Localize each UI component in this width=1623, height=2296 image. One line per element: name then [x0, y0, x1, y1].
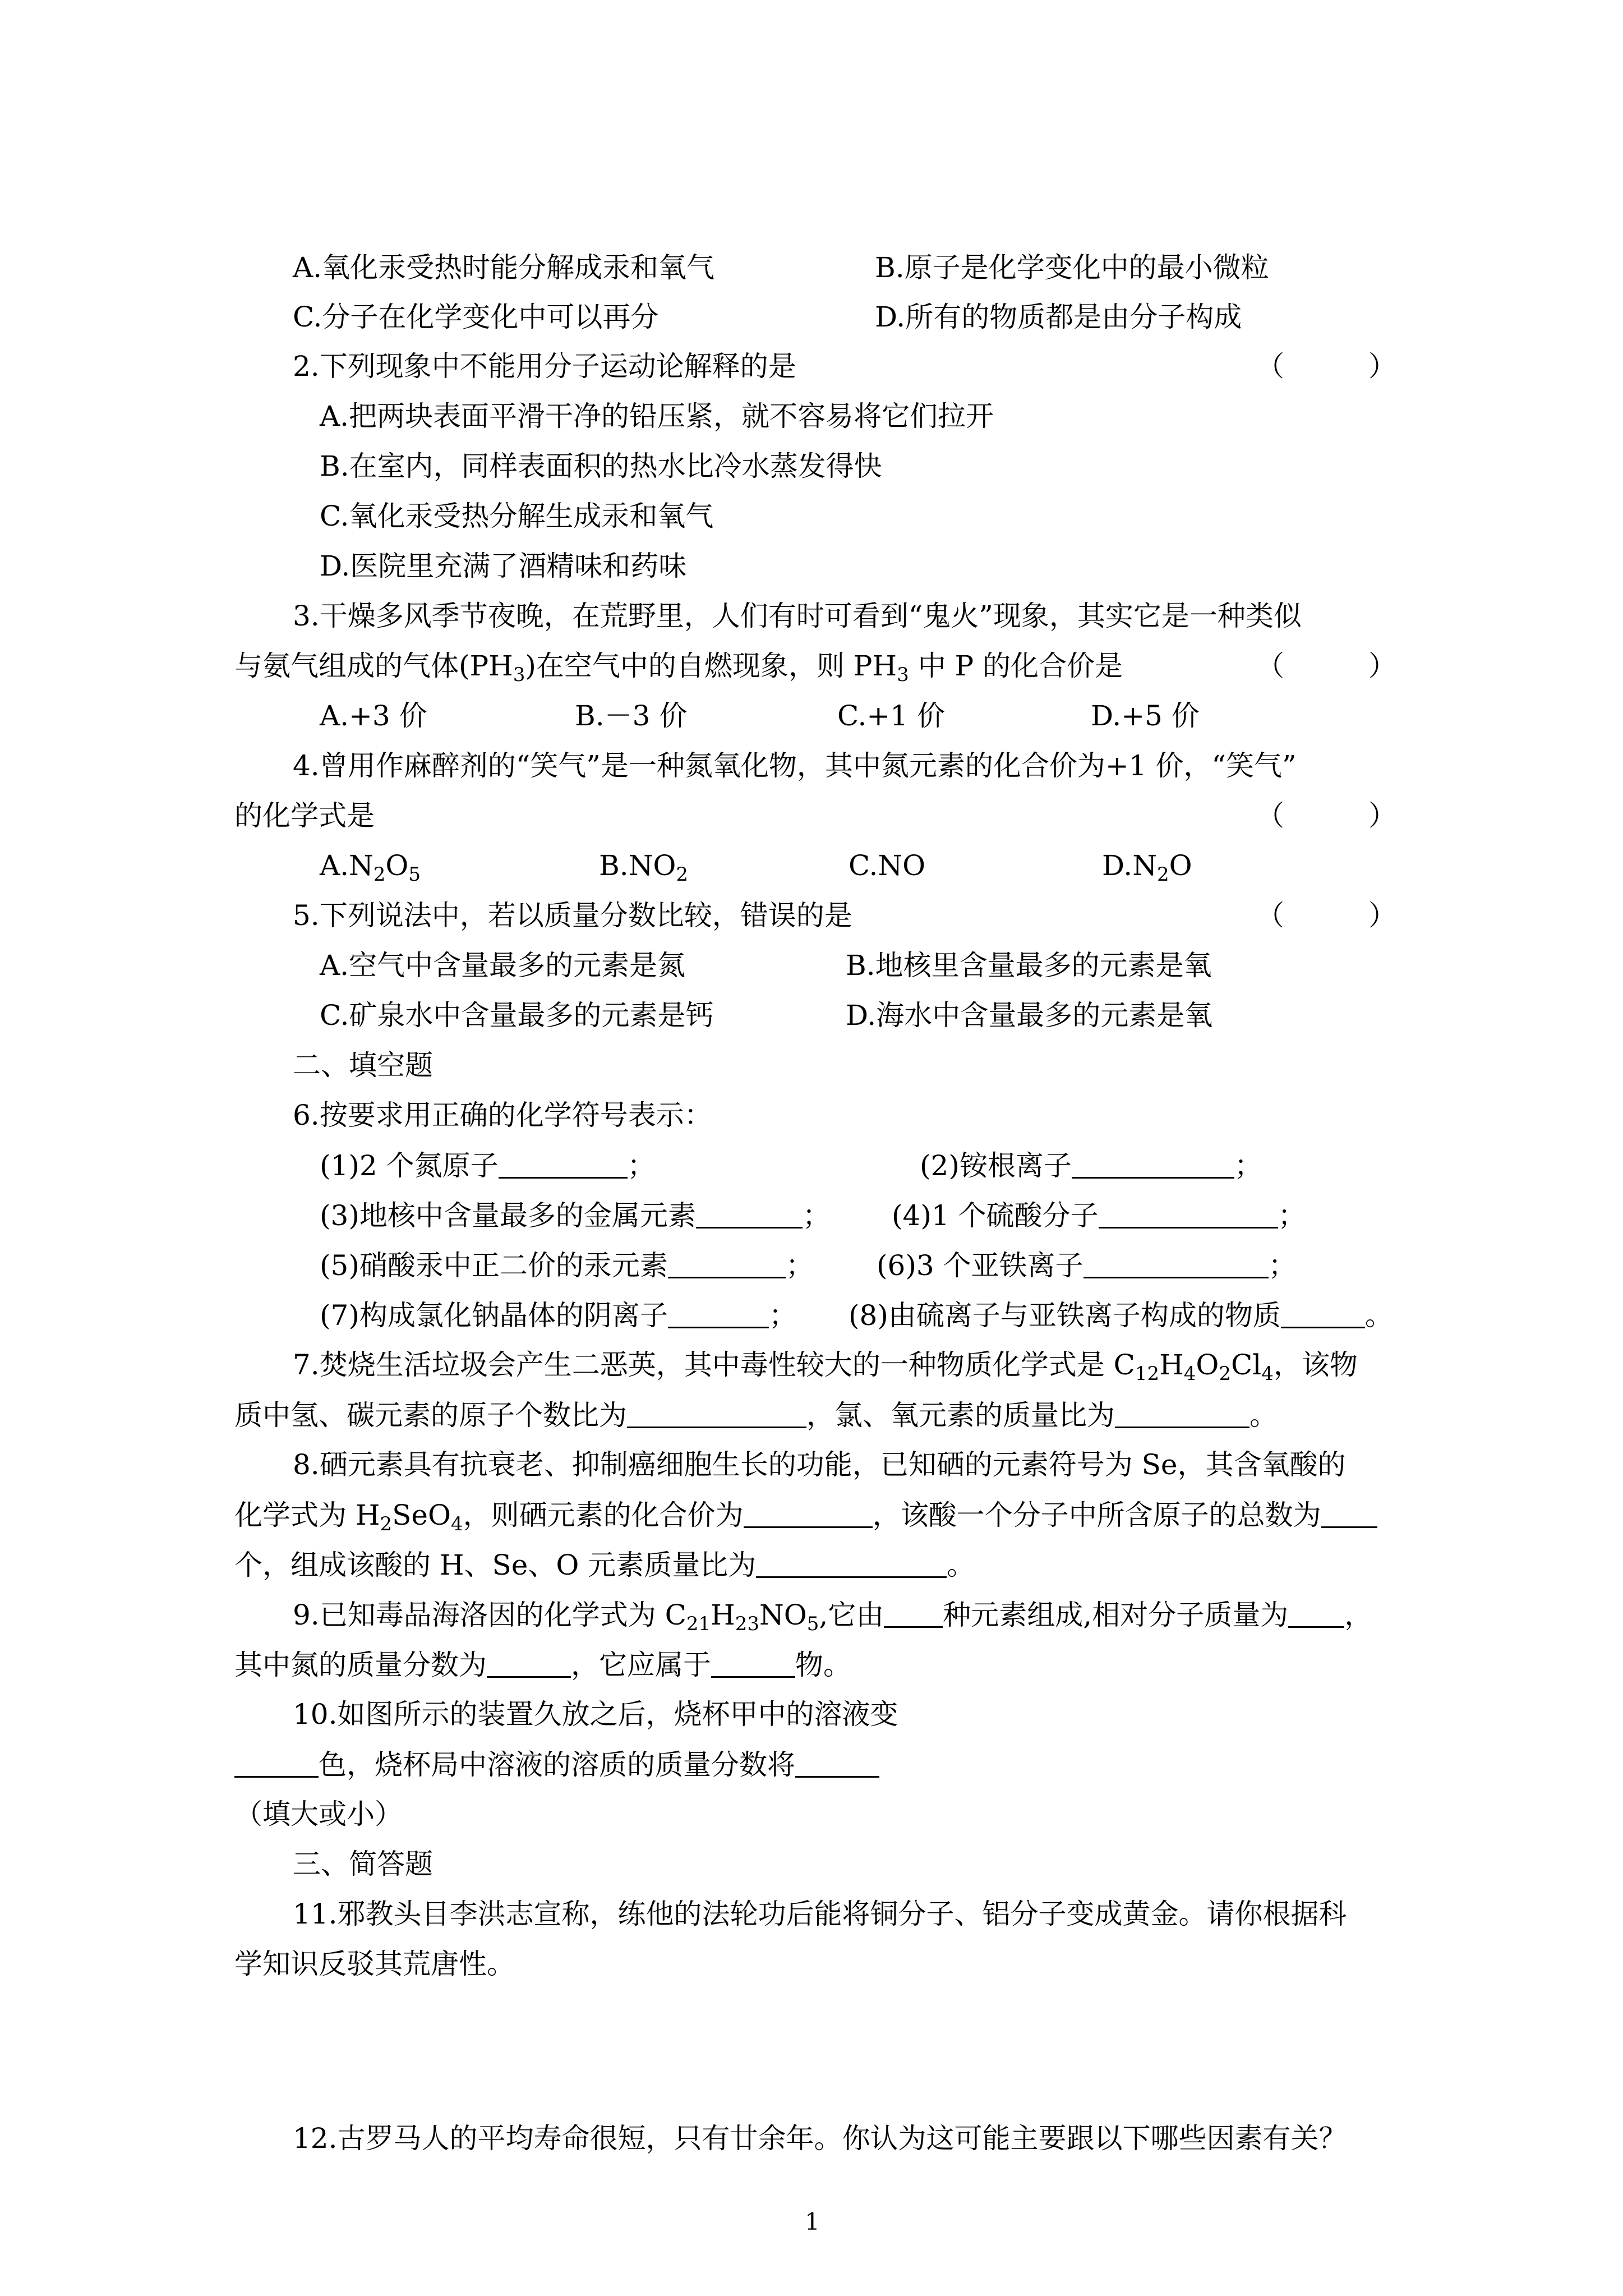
q3-option-d: D.+5 价	[1091, 700, 1200, 732]
q6-part-7: (7)构成氯化钠晶体的阴离子 ；	[320, 1299, 797, 1332]
q10-line-1: 10.如图所示的装置久放之后，烧杯甲中的溶液变	[293, 1698, 898, 1731]
answer-blank[interactable]	[234, 1750, 319, 1778]
q3-option-c: C.+1 价	[837, 700, 945, 732]
q3-option-b: B.－3 价	[575, 700, 688, 732]
q1-option-c: C.分子在化学变化中可以再分	[293, 301, 659, 333]
answer-blank[interactable]	[1099, 1201, 1278, 1228]
answer-blank[interactable]	[756, 1550, 947, 1578]
q2-stem: 2.下列现象中不能用分子运动论解释的是	[293, 350, 796, 383]
answer-blank[interactable]	[1281, 1301, 1365, 1328]
q5-stem: 5.下列说法中，若以质量分数比较，错误的是	[293, 899, 852, 932]
q1-option-b: B.原子是化学变化中的最小微粒	[875, 251, 1269, 284]
q6-part-2: (2)铵根离子 ；	[920, 1149, 1262, 1182]
q5-option-a: A.空气中含量最多的元素是氮	[320, 949, 686, 982]
q6-part-5: (5)硝酸汞中正二价的汞元素 ；	[320, 1249, 814, 1282]
q4-answer-paren: （ ）	[1256, 799, 1396, 832]
q11-line-2: 学知识反驳其荒唐性。	[234, 1948, 515, 1980]
q8-line-1: 8.硒元素具有抗衰老、抑制癌细胞生长的功能，已知硒的元素符号为 Se，其含氧酸的	[293, 1448, 1346, 1481]
q9-line-2: 其中氮的质量分数为 ，它应属于 物。	[234, 1649, 851, 1681]
answer-blank[interactable]	[696, 1201, 803, 1228]
answer-blank[interactable]	[627, 1401, 806, 1428]
answer-blank[interactable]	[1288, 1600, 1344, 1628]
answer-blank[interactable]	[1321, 1501, 1377, 1528]
q8-line-3: 个，组成该酸的 H、Se、O 元素质量比为 。	[234, 1549, 975, 1581]
q6-part-3: (3)地核中含量最多的金属元素 ；	[320, 1199, 831, 1232]
q1-option-a: A.氧化汞受热时能分解成汞和氧气	[293, 251, 715, 284]
answer-blank[interactable]	[1115, 1401, 1249, 1428]
q4-line-1: 4.曾用作麻醉剂的“笑气”是一种氮氧化物，其中氮元素的化合价为+1 价，“笑气”	[293, 749, 1297, 782]
section-heading-fill-in: 二、填空题	[293, 1049, 433, 1082]
q5-option-c: C.矿泉水中含量最多的元素是钙	[320, 999, 714, 1032]
q7-line-1: 7.焚烧生活垃圾会产生二恶英，其中毒性较大的一种物质化学式是 $C_{12}H_4O_2Cl_4$，该物	[293, 1349, 1358, 1385]
q3-line-1: 3.干燥多风季节夜晚，在荒野里，人们有时可看到“鬼火”现象，其实它是一种类似	[293, 600, 1302, 632]
answer-blank[interactable]	[1083, 1251, 1269, 1278]
q6-part-8: (8)由硫离子与亚铁离子构成的物质 。	[849, 1299, 1393, 1332]
q4-option-b: $B.NO_2$	[599, 849, 689, 886]
answer-blank[interactable]	[884, 1600, 943, 1628]
q1-option-d: D.所有的物质都是由分子构成	[875, 301, 1242, 333]
q5-answer-paren: （ ）	[1256, 899, 1396, 932]
q3-answer-paren: （ ）	[1256, 650, 1396, 682]
q6-part-4: (4)1 个硫酸分子 ；	[892, 1199, 1306, 1232]
q2-option-a: A.把两块表面平滑干净的铅压紧，就不容易将它们拉开	[320, 400, 994, 432]
q3-option-a: A.+3 价	[320, 700, 427, 732]
q8-line-2: 化学式为 $H_2SeO_4$，则硒元素的化合价为 ，该酸一个分子中所含原子的总数为	[234, 1501, 1377, 1529]
q12-line-1: 12.古罗马人的平均寿命很短，只有廿余年。你认为这可能主要跟以下哪些因素有关？	[293, 2122, 1347, 2155]
q2-option-c: C.氧化汞受热分解生成汞和氧气	[320, 500, 714, 532]
q5-option-b: B.地核里含量最多的元素是氧	[846, 949, 1212, 982]
q9-line-1: 9.已知毒品海洛因的化学式为 $C_{21}H_{23}NO_5$,它由 种元素组成,相对分子质量为 ，	[293, 1599, 1373, 1635]
answer-blank[interactable]	[744, 1501, 873, 1528]
answer-blank[interactable]	[487, 1650, 571, 1678]
q10-line-3: （填大或小）	[234, 1798, 403, 1830]
page-number: 1	[805, 2208, 820, 2235]
q2-option-d: D.医院里充满了酒精味和药味	[320, 550, 687, 582]
q4-option-a: $A.N_2O_5$	[320, 849, 421, 886]
q10-line-2: 色，烧杯局中溶液的溶质的质量分数将	[234, 1750, 879, 1779]
q4-option-c: C.NO	[849, 849, 926, 882]
answer-blank[interactable]	[668, 1301, 769, 1328]
answer-blank[interactable]	[499, 1151, 628, 1179]
q7-line-2: 质中氢、碳元素的原子个数比为 ，氯、氧元素的质量比为 。	[234, 1399, 1278, 1432]
q5-option-d: D.海水中含量最多的元素是氧	[846, 999, 1213, 1032]
answer-blank[interactable]	[668, 1251, 786, 1278]
section-heading-short-answer: 三、简答题	[293, 1848, 433, 1880]
q2-answer-paren: （ ）	[1256, 350, 1396, 383]
q11-line-1: 11.邪教头目李洪志宣称，练他的法轮功后能将铜分子、铝分子变成黄金。请你根据科	[293, 1898, 1347, 1930]
q2-option-b: B.在室内，同样表面积的热水比冷水蒸发得快	[320, 450, 882, 482]
answer-blank[interactable]	[711, 1650, 795, 1678]
q4-option-d: $D.N_2O$	[1102, 849, 1192, 886]
q6-part-1: (1)2 个氮原子 ；	[320, 1149, 656, 1182]
q4-line-2: 的化学式是	[234, 799, 375, 832]
answer-blank[interactable]	[1072, 1151, 1234, 1179]
answer-blank[interactable]	[795, 1750, 879, 1778]
q6-part-6: (6)3 个亚铁离子 ；	[877, 1249, 1297, 1282]
q6-stem: 6.按要求用正确的化学符号表示：	[293, 1099, 712, 1131]
q3-line-2: 与氨气组成的气体$(PH_3)$在空气中的自燃现象，则 $PH_3$ 中 P 的化合价是	[234, 650, 1123, 686]
